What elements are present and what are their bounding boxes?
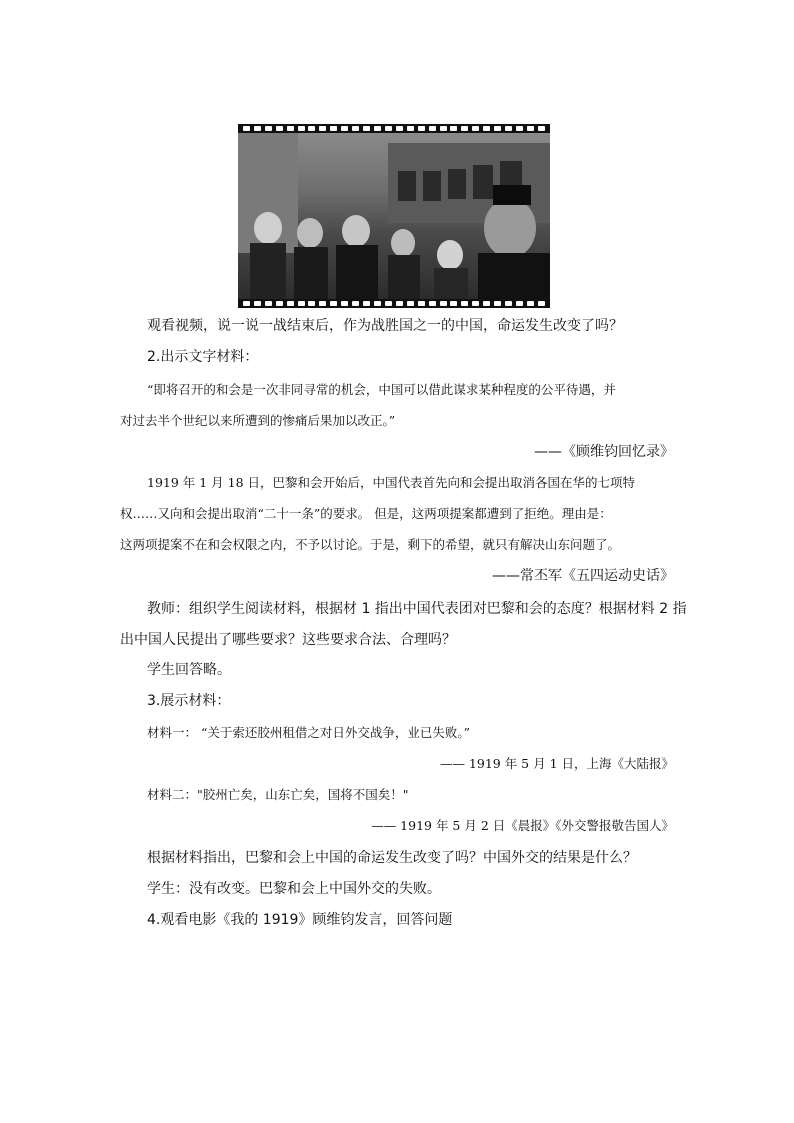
heading-watch-film: 4.观看电影《我的 1919》顾维钧发言，回答问题 (147, 912, 453, 928)
student-answer-2: 学生：没有改变。巴黎和会上中国外交的失败。 (147, 881, 441, 897)
film-strip-photo (238, 124, 550, 308)
film-perforation-top (238, 124, 550, 133)
quote-2-line-3: 这两项提案不在和会权限之内，不予以讨论。于是，剩下的希望，就只有解决山东问题了。 (120, 537, 621, 552)
material-2: 材料二："胶州亡矣，山东亡矣，国将不国矣！" (147, 787, 409, 802)
paragraph-video-question: 观看视频，说一说一战结束后，作为战胜国之一的中国，命运发生改变了吗？ (147, 318, 623, 334)
teacher-instruction-line-2: 出中国人民提出了哪些要求？这些要求合法、合理吗？ (120, 632, 456, 648)
material-1-source: —— 1919 年 5 月 1 日，上海《大陆报》 (439, 756, 674, 771)
quote-2-line-2: 权……又向和会提出取消“二十一条”的要求。 但是，这两项提案都遭到了拒绝。理由是： (120, 506, 612, 521)
heading-show-materials: 3.展示材料： (147, 693, 231, 709)
source-memoir: ——《顾维钧回忆录》 (534, 444, 674, 460)
quote-2-line-1: 1919 年 1 月 18 日，巴黎和会开始后，中国代表首先向和会提出取消各国在华的七项特 (147, 475, 636, 490)
quote-1-line-2: 对过去半个世纪以来所遭到的惨痛后果加以改正。” (120, 413, 396, 428)
film-perforation-bottom (238, 299, 550, 308)
quote-1-line-1: “即将召开的和会是一次非同寻常的机会，中国可以借此谋求某种程度的公平待遇，并 (147, 382, 616, 397)
student-answer-1: 学生回答略。 (147, 662, 231, 678)
protest-crowd-photo (238, 133, 550, 299)
material-2-source: —— 1919 年 5 月 2 日《晨报》《外交警报敬告国人》 (371, 818, 674, 833)
source-may-fourth: ——常丕军《五四运动史话》 (492, 568, 674, 584)
material-1: 材料一： “关于索还胶州租借之对日外交战争，业已失败。” (147, 725, 471, 740)
heading-text-materials: 2.出示文字材料： (147, 349, 259, 365)
teacher-instruction-line-1: 教师：组织学生阅读材料，根据材 1 指出中国代表团对巴黎和会的态度？根据材料 2 指 (147, 601, 687, 617)
teacher-question-2: 根据材料指出，巴黎和会上中国的命运发生改变了吗？中国外交的结果是什么？ (147, 850, 637, 866)
